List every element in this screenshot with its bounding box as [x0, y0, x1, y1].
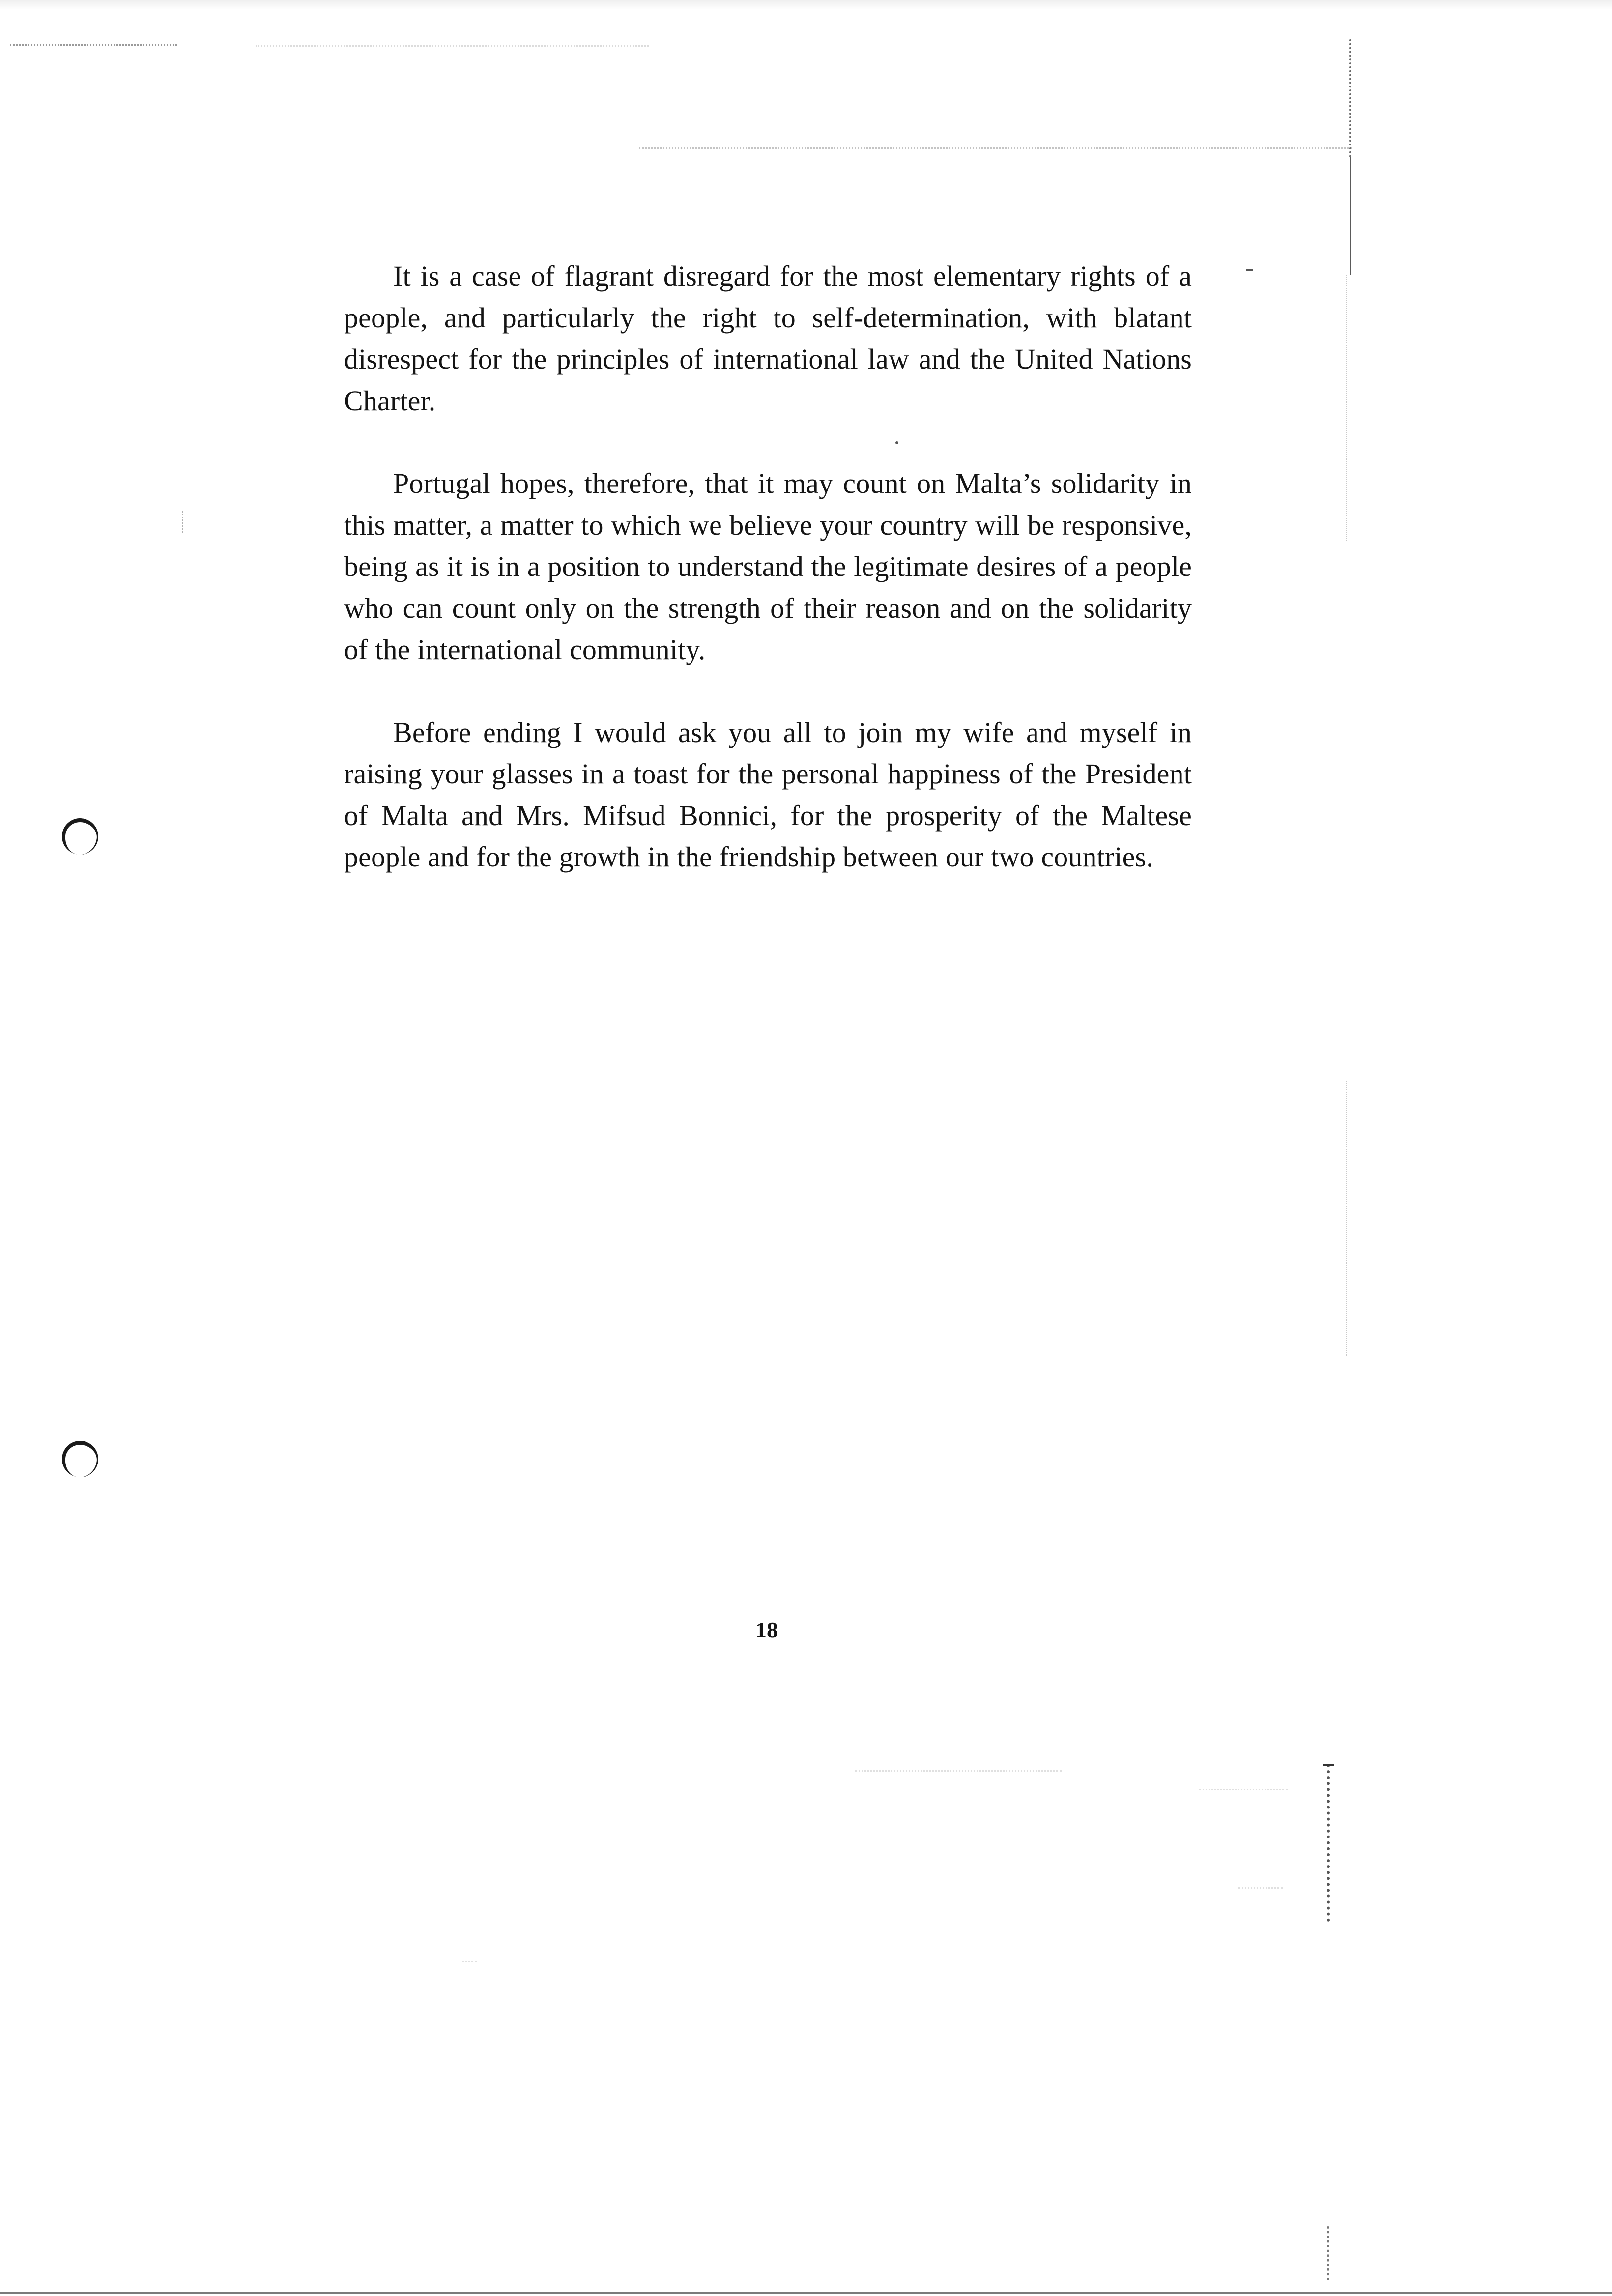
scan-artifact: [855, 1770, 1062, 1772]
scan-artifact: [10, 44, 177, 46]
paragraph: Portugal hopes, therefore, that it may count on Malta’s solidarity in this matter, a matter to which we believe your country will be responsive, being as it is in a position to understand the legitimate desires of a people who can count only on the strength of their reason and on the solidarity of the international community.: [344, 467, 1192, 665]
scan-artifact: [639, 147, 1352, 149]
document-body: [344, 256, 1192, 878]
scan-artifact: [462, 1961, 477, 1962]
scan-artifact: [256, 45, 649, 47]
paragraph: It is a case of flagrant disregard for the most elementary rights of a people, and particularly the right to self-determination, with blatant disrespect for the principles of international law and the United Nations Charter.: [344, 260, 1192, 417]
scan-edge-mark: [1327, 1764, 1335, 1922]
punch-hole-icon: [59, 1438, 101, 1480]
scan-edge-mark: [1327, 2226, 1332, 2280]
scan-artifact: [1246, 269, 1253, 271]
scan-edge-mark: [1346, 275, 1348, 541]
scan-edge-mark: [1350, 157, 1351, 275]
scan-artifact: [1199, 1789, 1288, 1790]
scan-artifact: [182, 511, 185, 533]
punch-hole-icon: [59, 816, 101, 857]
scan-artifact: [1238, 1887, 1283, 1889]
page-number: 18: [755, 1617, 778, 1642]
scan-bottom-edge: [0, 2292, 1612, 2294]
scan-edge-noise: [0, 0, 1612, 10]
scan-edge-mark: [1349, 39, 1353, 157]
scan-edge-mark: [1346, 1081, 1348, 1356]
paragraph: Before ending I would ask you all to join my wife and myself in raising your glasses in a toast for the personal happiness of the President of Malta and Mrs. Mifsud Bonnici, for the prosperity of the Maltese people and for the growth in the friendship between our two countries.: [344, 716, 1192, 873]
